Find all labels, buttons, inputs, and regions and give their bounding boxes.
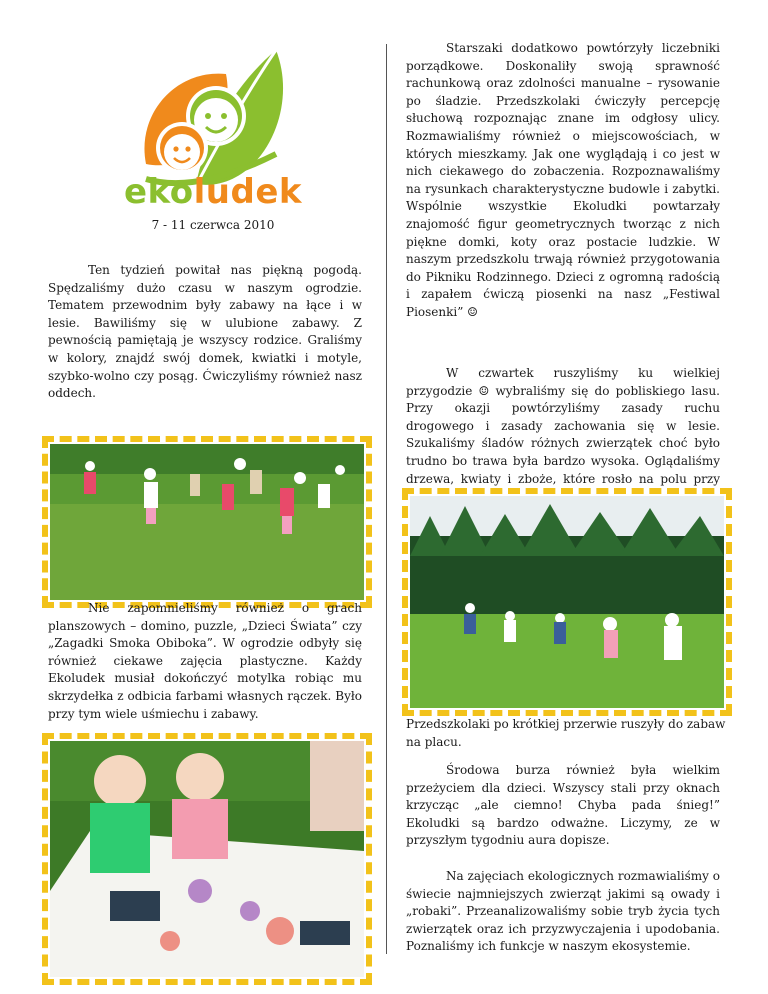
right-paragraph-3: Środowa burza również była wielkim przeżyciem dla dzieci. Wszyscy stali przy oknach krzycząc „ale ciemno! Chyba pada śnieg!” Ekoludki są bardzo odważne. Liczymy, ze w przyszłym tygodniu aura dopisze. <box>406 763 720 848</box>
photo-forest-walk <box>402 488 732 716</box>
brand-wordmark <box>118 172 308 212</box>
brand-part-eko: eko <box>124 172 194 212</box>
right-paragraph-4: Na zajęciach ekologicznych rozmawialiśmy o świecie najmniejszych zwierząt jakimi są owady i „robaki”. Przeanalizowaliśmy sobie tryb życia tych zwierzątek oraz ich przyzwyczajenia i upodobania. Poznaliśmy ich funkcje w naszym ekosystemie. <box>406 869 720 954</box>
photo-children-playing-grass <box>42 436 372 608</box>
newsletter-date: 7 - 11 czerwca 2010 <box>151 218 275 232</box>
right-paragraph-1: Starszaki dodatkowo powtórzyły liczebniki porządkowe. Doskonaliły swoją sprawność rachunkową oraz zdolności manualne – rysowanie po śladzie. Przedszkolaki ćwiczyły percepcję słuchową rozpoznając znane im odgłosy ulicy. Rozmawialiśmy również o miejscowościach, w których mieszkamy. Jak one wyglądają i co jest w nich ciekawego do zobaczenia. Rozpoznawaliśmy na rysunkach charakterystyczne budowle i zabytki. Wspólnie wszystkie Ekoludki powtarzały znajomość figur geometrycznych tworząc z nich piękne domki, koty oraz postacie ludzkie. W naszym przedszkolu trwają również przygotowania do Pikniku Rodzinnego. Dzieci z ogromną radością i zapałem ćwiczą piosenki na nasz „Festiwal Piosenki” ☺ <box>406 41 720 319</box>
brand-part-ludek: ludek <box>193 172 302 212</box>
column-divider <box>386 44 387 954</box>
left-paragraph-1: Ten tydzień powitał nas piękną pogodą. Spędzaliśmy dużo czasu w naszym ogrodzie. Tematem przewodnim były zabawy na łące i w lesie. Bawiliśmy się w ulubione zabawy. Z pewnością pamiętają je wszyscy rodzice. Graliśmy w kolory, znajdź swój domek, kwiatki i motyle, szybko-wolno czy posąg. Ćwiczyliśmy również nasz oddech. <box>48 263 362 401</box>
photo-children-painting <box>42 733 372 985</box>
left-paragraph-2: Nie zapomnieliśmy również o grach planszowych – domino, puzzle, „Dzieci Świata” czy „Zagadki Smoka Obiboka”. W ogrodzie odbyły się również ciekawe zajęcia plastyczne. Każdy Ekoludek musiał dokończyć motylka robiąc mu skrzydełka z odbicia farbami własnych rączek. Było przy tym wiele uśmiechu i zabawy. <box>48 601 362 721</box>
right-paragraph-2: W czwartek ruszyliśmy ku wielkiej przygodzie ☺ wybraliśmy się do pobliskiego lasu. Przy okazji powtórzyliśmy zasady ruchu drogowego i zasady zachowania się w lesie. Szukaliśmy śladów różnych zwierzątek choć było trudno bo trawa była bardzo wysoka. Oglądaliśmy drzewa, kwiaty i zboże, które rosło na polu przy <box>406 366 720 486</box>
forest-photo-caption: Przedszkolaki po krótkiej przerwie ruszyły do zabaw na placu. <box>406 717 726 749</box>
